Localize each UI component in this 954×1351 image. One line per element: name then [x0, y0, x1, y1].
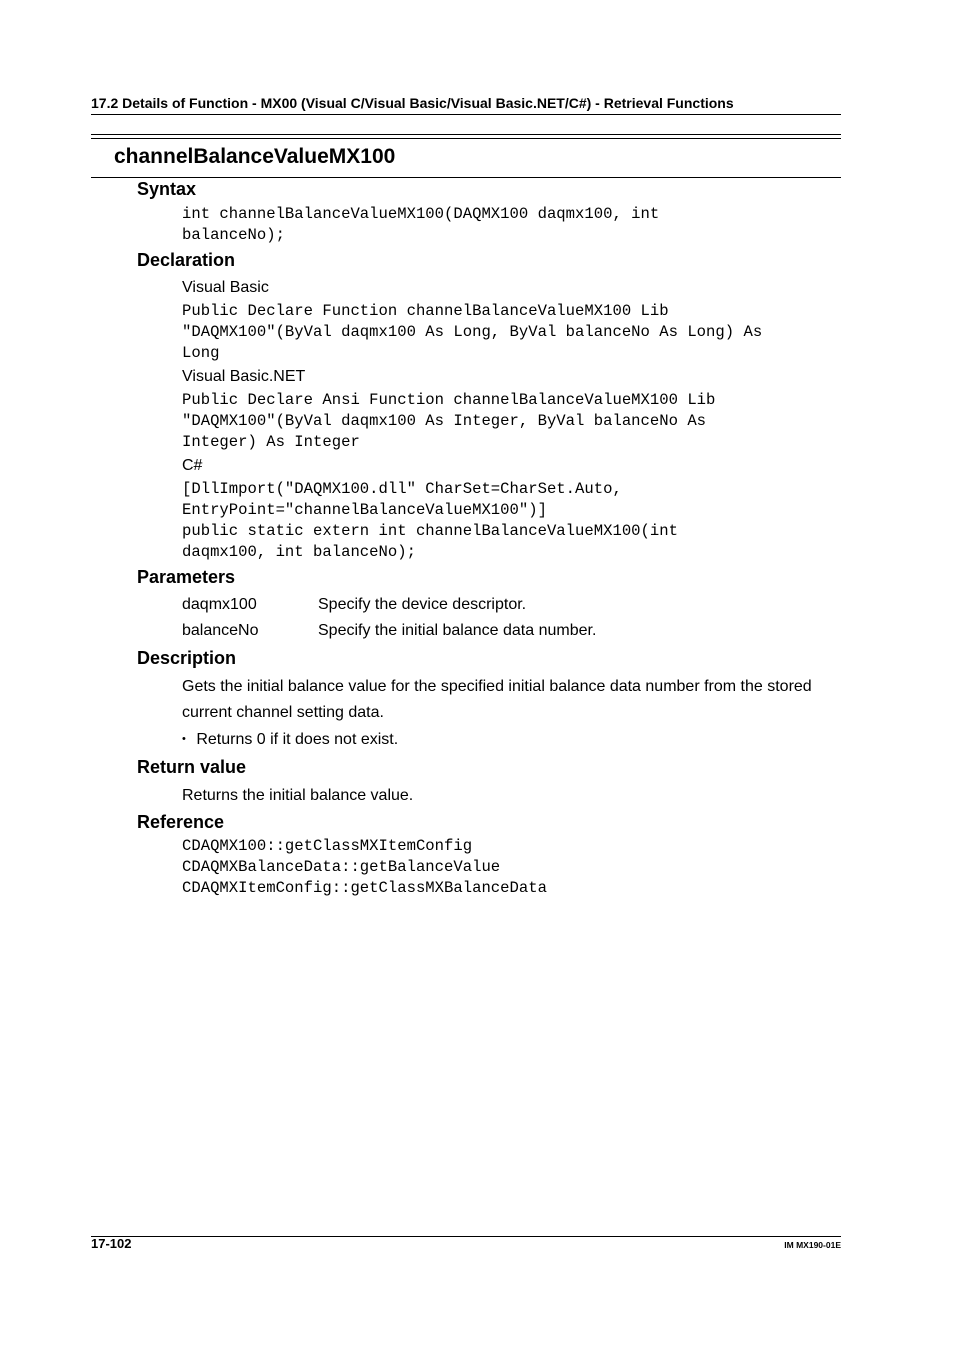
function-title: channelBalanceValueMX100 [114, 145, 396, 168]
title-top-rule [91, 134, 841, 135]
vb-code: Public Declare Function channelBalanceValueMX100 Lib "DAQMX100"(ByVal daqmx100 As Long, ByVal balanceNo As Long) As Long [182, 302, 763, 362]
description-heading: Description [137, 648, 237, 668]
bullet-mark: • [182, 733, 186, 745]
declaration-heading: Declaration [137, 250, 236, 270]
vbnet-label: Visual Basic.NET [182, 368, 306, 385]
return-value-heading: Return value [137, 757, 247, 777]
page-number: 17-102 [91, 1236, 132, 1251]
reference-code: CDAQMX100::getClassMXItemConfig CDAQMXBalanceData::getBalanceValue CDAQMXItemConfig::getClassMXBalanceData [182, 837, 547, 897]
return-value-text: Returns the initial balance value. [182, 787, 414, 804]
cs-label: C# [182, 457, 203, 474]
parameters-heading: Parameters [137, 567, 236, 587]
header-rule [91, 114, 841, 115]
bullet-text: Returns 0 if it does not exist. [196, 731, 399, 748]
vbnet-code: Public Declare Ansi Function channelBalanceValueMX100 Lib "DAQMX100"(ByVal daqmx100 As Integer, ByVal balanceNo As Integer) As Integer [182, 391, 716, 451]
param-name: daqmx100 [182, 596, 257, 613]
running-header: 17.2 Details of Function - MX00 (Visual C/Visual Basic/Visual Basic.NET/C#) - Retrieval Functions [91, 95, 734, 111]
param-desc: Specify the initial balance data number. [318, 622, 597, 639]
syntax-code: int channelBalanceValueMX100(DAQMX100 daqmx100, int balanceNo); [182, 205, 660, 244]
title-top-rule-2 [91, 138, 841, 139]
vb-label: Visual Basic [182, 279, 269, 296]
document-id: IM MX190-01E [784, 1240, 841, 1250]
description-text: Gets the initial balance value for the specified initial balance data number from the stored current channel setting data. [182, 678, 812, 721]
title-bottom-rule [91, 177, 841, 178]
description-bullet [182, 731, 398, 749]
syntax-heading: Syntax [137, 179, 197, 199]
param-name: balanceNo [182, 622, 259, 639]
reference-heading: Reference [137, 812, 225, 832]
cs-code: [DllImport("DAQMX100.dll" CharSet=CharSet.Auto, EntryPoint="channelBalanceValueMX100")] public static extern int channelBalanceValueMX100(int daqmx100, int balanceNo); [182, 480, 678, 561]
footer-rule [91, 1236, 841, 1237]
param-desc: Specify the device descriptor. [318, 596, 527, 613]
